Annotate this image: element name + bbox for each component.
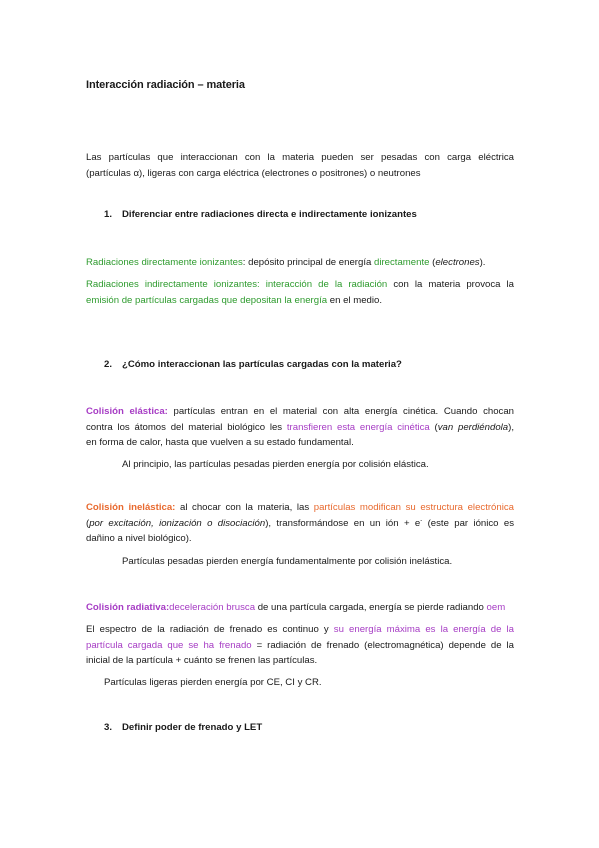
inelastic-collision-term: Colisión inelástica:	[86, 502, 176, 513]
text-run: al chocar con la materia, las	[175, 502, 314, 513]
inelastic-note: Partículas pesadas pierden energía fundamentalmente por colisión inelástica.	[122, 556, 453, 567]
elastic-line-3: en forma de calor, hasta que vuelven a su estado fundamental.	[86, 437, 354, 448]
text-run: (este par iónico es	[422, 517, 514, 529]
intro-paragraph	[86, 150, 514, 181]
direct-ionizing-paragraph	[86, 255, 514, 271]
section-2-number: 2.	[104, 359, 113, 370]
sudden-deceleration-highlight: deceleración brusca	[169, 602, 256, 613]
brems-line-1	[86, 622, 514, 638]
section-1-title: Diferenciar entre radiaciones directa e indirectamente ionizantes	[122, 209, 417, 220]
intro-line-2: (partículas α), ligeras con carga eléctrica (electrones o positrones) o neutrones	[86, 167, 421, 179]
text-run: El espectro de la radiación de frenado es continuo y	[86, 624, 334, 635]
max-energy-highlight: su energía máxima es la energía de la	[333, 624, 515, 635]
inelastic-line-1	[86, 500, 514, 516]
radiative-collision-line	[86, 600, 514, 616]
section-2-heading	[104, 359, 402, 370]
document-title: Interacción radiación – materia	[86, 79, 245, 91]
inelastic-line-2	[86, 516, 514, 532]
bremsstrahlung-paragraph	[86, 622, 514, 669]
text-run: contra los átomos del material biológico les	[86, 421, 287, 433]
text-run: en el medio.	[327, 294, 383, 306]
indirect-ionizing-paragraph	[86, 277, 514, 308]
direct-ionizing-term: Radiaciones directamente ionizantes	[86, 257, 243, 268]
text-run: :	[257, 279, 266, 290]
text-run: : depósito principal de energía	[242, 257, 374, 268]
elastic-collision-paragraph	[86, 404, 514, 451]
elastic-note: Al principio, las partículas pesadas pierden energía por colisión elástica.	[122, 459, 429, 470]
excitation-italic: por excitación, ionización o disociación	[89, 517, 266, 529]
text-run: partículas entran en el material con alta energía cinética. Cuando chocan	[167, 406, 515, 417]
electrons-italic: electrones	[435, 257, 480, 268]
indirect-line-1	[86, 277, 514, 293]
text-run: ).	[479, 257, 486, 268]
section-3-title: Definir poder de frenado y LET	[122, 722, 263, 733]
section-3-heading	[104, 722, 262, 733]
brems-line-2	[86, 638, 514, 654]
text-run: (	[429, 257, 436, 268]
indirect-line-2	[86, 293, 514, 309]
radiative-note: Partículas ligeras pierden energía por CE, CI y CR.	[104, 677, 322, 688]
transfer-energy-highlight: transfieren esta energía cinética	[286, 421, 430, 433]
section-3-number: 3.	[104, 722, 113, 733]
indirect-ionizing-term: Radiaciones indirectamente ionizantes	[86, 279, 257, 290]
interaction-highlight: interacción de la radiación	[265, 279, 388, 290]
radiative-collision-term: Colisión radiativa:	[86, 602, 170, 613]
inelastic-line-3: dañino a nivel biológico).	[86, 533, 192, 544]
text-run: ), transformándose en un ión + e	[265, 517, 421, 529]
elastic-line-2	[86, 420, 514, 436]
braked-particle-highlight: partícula cargada que se ha frenado	[86, 639, 252, 651]
brems-line-3: inicial de la partícula + cuánto se frenen las partículas.	[86, 655, 318, 666]
elastic-collision-term: Colisión elástica:	[86, 406, 168, 417]
text-run: (	[86, 517, 90, 529]
directly-highlight: directamente	[374, 257, 430, 268]
inelastic-collision-paragraph	[86, 500, 514, 547]
section-1-number: 1.	[104, 209, 113, 220]
elastic-line-1	[86, 404, 514, 420]
intro-line-1: Las partículas que interaccionan con la materia pueden ser pesadas con carga eléctrica	[86, 152, 514, 163]
modify-structure-highlight: partículas modifican su estructura electrónica	[313, 502, 514, 513]
section-1-heading	[104, 209, 417, 220]
section-2-title: ¿Cómo interaccionan las partículas cargadas con la materia?	[122, 359, 402, 370]
oem-highlight: oem	[486, 602, 506, 613]
text-run: ),	[508, 421, 514, 433]
text-run: (	[429, 421, 438, 433]
text-run: con la materia provoca la	[387, 279, 514, 290]
text-run: = radiación de frenado (electromagnética) depende de la	[251, 639, 514, 651]
text-run: de una partícula cargada, energía se pierde radiando	[255, 602, 487, 613]
electron-charge-sup: -	[420, 517, 423, 524]
emission-highlight: emisión de partículas cargadas que depositan la energía	[86, 294, 328, 306]
losing-it-italic: van perdiéndola	[437, 421, 509, 433]
